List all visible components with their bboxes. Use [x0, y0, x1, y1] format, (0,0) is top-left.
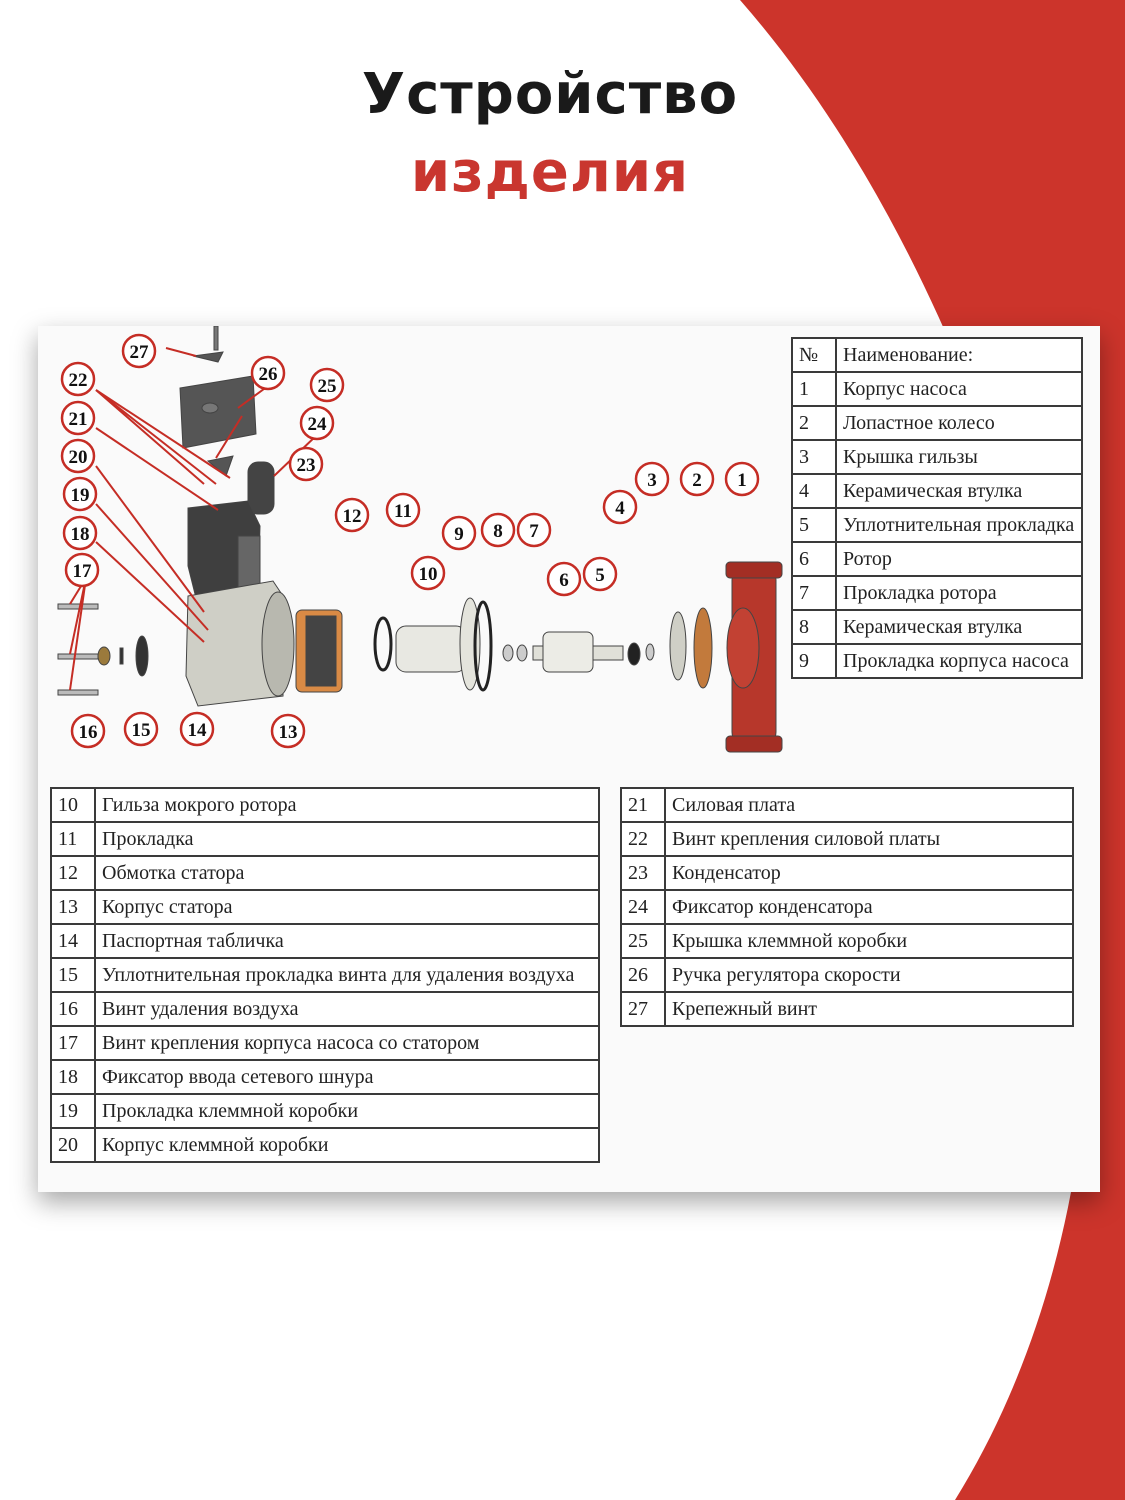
table-row — [792, 542, 1082, 576]
callout-label: 7 — [529, 521, 539, 542]
part-name: Прокладка ротора — [836, 576, 1082, 610]
part-name: Прокладка клеммной коробки — [95, 1094, 599, 1128]
callout-label: 1 — [737, 470, 747, 491]
part-num: 19 — [51, 1094, 95, 1128]
part-name: Паспортная табличка — [95, 924, 599, 958]
part-name: Винт крепления силовой платы — [665, 822, 1073, 856]
part-name: Керамическая втулка — [836, 610, 1082, 644]
part-num: 14 — [51, 924, 95, 958]
part-num: 11 — [51, 822, 95, 856]
part-num: 1 — [792, 372, 836, 406]
table-row — [51, 856, 599, 890]
page-title: Устройство — [361, 62, 739, 127]
callout-27 — [123, 335, 155, 367]
part-name: Крышка клеммной коробки — [665, 924, 1073, 958]
callout-label: 21 — [68, 409, 88, 430]
table-row — [51, 1128, 599, 1162]
part-num: 10 — [51, 788, 95, 822]
part-num: 25 — [621, 924, 665, 958]
part-name: Крышка гильзы — [836, 440, 1082, 474]
callout-2 — [681, 463, 713, 495]
table-row — [792, 406, 1082, 440]
callout-label: 25 — [317, 376, 337, 397]
parts-table-10-20 — [50, 787, 600, 1163]
part-num: 13 — [51, 890, 95, 924]
part-name: Крепежный винт — [665, 992, 1073, 1026]
callout-label: 8 — [493, 521, 503, 542]
part-name: Уплотнительная прокладка винта для удаления воздуха — [95, 958, 599, 992]
part-name: Силовая плата — [665, 788, 1073, 822]
part-num: 24 — [621, 890, 665, 924]
part-name: Корпус насоса — [836, 372, 1082, 406]
callout-19 — [64, 478, 96, 510]
diagram-sheet — [38, 326, 1100, 1192]
callout-label: 13 — [278, 722, 298, 743]
part-num: 27 — [621, 992, 665, 1026]
callout-7 — [518, 514, 550, 546]
table-row — [51, 1060, 599, 1094]
part-name: Корпус статора — [95, 890, 599, 924]
part-num: 18 — [51, 1060, 95, 1094]
callout-label: 11 — [394, 501, 412, 522]
callout-25 — [311, 369, 343, 401]
callout-label: 26 — [258, 364, 278, 385]
callout-13 — [272, 715, 304, 747]
callout-label: 10 — [418, 564, 438, 585]
callout-22 — [62, 363, 94, 395]
part-name: Обмотка статора — [95, 856, 599, 890]
part-num: 23 — [621, 856, 665, 890]
part-name: Фиксатор ввода сетевого шнура — [95, 1060, 599, 1094]
table-row — [51, 1094, 599, 1128]
part-name: Прокладка — [95, 822, 599, 856]
callout-label: 27 — [129, 342, 149, 363]
table-row — [621, 788, 1073, 822]
callout-9 — [443, 517, 475, 549]
callout-label: 9 — [454, 524, 464, 545]
table-row — [792, 610, 1082, 644]
callout-10 — [412, 557, 444, 589]
part-name: Винт удаления воздуха — [95, 992, 599, 1026]
table-row — [51, 992, 599, 1026]
callout-12 — [336, 499, 368, 531]
part-num: 16 — [51, 992, 95, 1026]
callout-label: 16 — [78, 722, 98, 743]
part-num: 9 — [792, 644, 836, 678]
part-num: 22 — [621, 822, 665, 856]
table-row — [621, 856, 1073, 890]
callout-label: 24 — [307, 414, 327, 435]
callout-17 — [66, 554, 98, 586]
callout-label: 20 — [68, 447, 88, 468]
part-num: 7 — [792, 576, 836, 610]
table-row — [792, 440, 1082, 474]
callout-label: 22 — [68, 370, 88, 391]
callout-numbers — [62, 335, 758, 747]
part-name: Керамическая втулка — [836, 474, 1082, 508]
callout-label: 18 — [70, 524, 90, 545]
callout-label: 2 — [692, 470, 702, 491]
callout-5 — [584, 558, 616, 590]
part-name: Конденсатор — [665, 856, 1073, 890]
parts-table-1-9 — [791, 337, 1083, 679]
table-row — [621, 958, 1073, 992]
callout-label: 3 — [647, 470, 657, 491]
table-row — [51, 958, 599, 992]
parts-table-21-27 — [620, 787, 1074, 1027]
callout-6 — [548, 563, 580, 595]
table-row — [621, 822, 1073, 856]
part-num: 8 — [792, 610, 836, 644]
callout-11 — [387, 494, 419, 526]
callout-24 — [301, 407, 333, 439]
callout-label: 14 — [187, 720, 207, 741]
table-row — [792, 372, 1082, 406]
part-num: 15 — [51, 958, 95, 992]
header-name: Наименование: — [836, 338, 1082, 372]
callout-label: 4 — [615, 498, 625, 519]
part-name: Лопастное колесо — [836, 406, 1082, 440]
callout-label: 23 — [296, 455, 316, 476]
table-row — [792, 576, 1082, 610]
table-row — [792, 644, 1082, 678]
callout-label: 5 — [595, 565, 605, 586]
table-row — [51, 890, 599, 924]
table-row — [621, 992, 1073, 1026]
part-num: 20 — [51, 1128, 95, 1162]
header-num: № — [792, 338, 836, 372]
part-num: 12 — [51, 856, 95, 890]
part-name: Ручка регулятора скорости — [665, 958, 1073, 992]
callout-16 — [72, 715, 104, 747]
table-row — [792, 474, 1082, 508]
part-num: 3 — [792, 440, 836, 474]
part-name: Корпус клеммной коробки — [95, 1128, 599, 1162]
part-name: Ротор — [836, 542, 1082, 576]
callout-4 — [604, 491, 636, 523]
callout-label: 17 — [72, 561, 92, 582]
callout-14 — [181, 713, 213, 745]
part-name: Фиксатор конденсатора — [665, 890, 1073, 924]
part-num: 17 — [51, 1026, 95, 1060]
table-row — [51, 788, 599, 822]
part-num: 26 — [621, 958, 665, 992]
part-num: 2 — [792, 406, 836, 440]
callout-26 — [252, 357, 284, 389]
callout-1 — [726, 463, 758, 495]
table-row — [792, 508, 1082, 542]
part-num: 4 — [792, 474, 836, 508]
callout-15 — [125, 713, 157, 745]
table-header-row — [792, 338, 1082, 372]
callout-18 — [64, 517, 96, 549]
part-num: 21 — [621, 788, 665, 822]
callout-label: 6 — [559, 570, 569, 591]
table-row — [621, 890, 1073, 924]
callout-label: 15 — [131, 720, 151, 741]
callout-3 — [636, 463, 668, 495]
callout-8 — [482, 514, 514, 546]
pump-parts-illustration — [58, 326, 782, 752]
page-subtitle: изделия — [410, 140, 690, 205]
table-row — [621, 924, 1073, 958]
part-num: 5 — [792, 508, 836, 542]
callout-label: 12 — [342, 506, 362, 527]
table-row — [51, 924, 599, 958]
table-row — [51, 1026, 599, 1060]
part-name: Прокладка корпуса насоса — [836, 644, 1082, 678]
part-num: 6 — [792, 542, 836, 576]
table-row — [51, 822, 599, 856]
callout-23 — [290, 448, 322, 480]
part-name: Гильза мокрого ротора — [95, 788, 599, 822]
callout-label: 19 — [70, 485, 90, 506]
callout-21 — [62, 402, 94, 434]
callout-20 — [62, 440, 94, 472]
part-name: Винт крепления корпуса насоса со статором — [95, 1026, 599, 1060]
part-name: Уплотнительная прокладка — [836, 508, 1082, 542]
